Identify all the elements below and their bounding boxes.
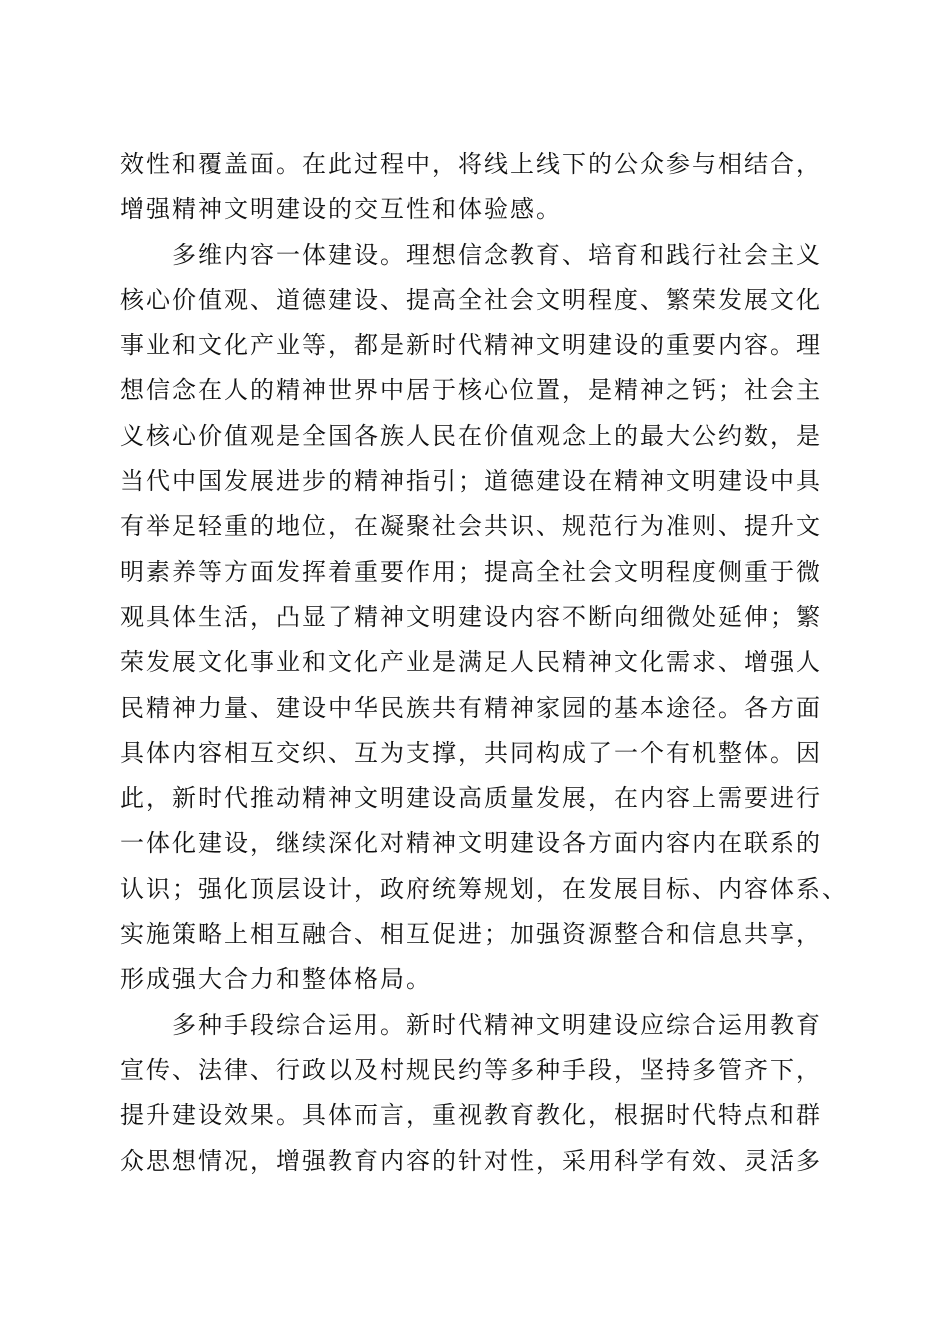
text-line: 义核心价值观是全国各族人民在价值观念上的最大公约数，是 xyxy=(120,421,822,450)
text-line: 核心价值观、道德建设、提高全社会文明程度、繁荣发展文化 xyxy=(120,285,822,314)
text-line: 众思想情况，增强教育内容的针对性，采用科学有效、灵活多 xyxy=(120,1146,822,1175)
text-line: 认识；强化顶层设计，政府统筹规划，在发展目标、内容体系、 xyxy=(120,874,848,903)
text-line: 一体化建设，继续深化对精神文明建设各方面内容内在联系的 xyxy=(120,829,822,858)
text-line: 民精神力量、建设中华民族共有精神家园的基本途径。各方面 xyxy=(120,693,822,722)
text-line: 提升建设效果。具体而言，重视教育教化，根据时代特点和群 xyxy=(120,1101,822,1130)
text-line: 当代中国发展进步的精神指引；道德建设在精神文明建设中具 xyxy=(120,467,822,496)
paragraph-multiple-means xyxy=(120,1003,840,1184)
text-line: 效性和覆盖面。在此过程中，将线上线下的公众参与相结合， xyxy=(120,150,822,178)
paragraph-content-integration xyxy=(120,233,848,1003)
text-line: 增强精神文明建设的交互性和体验感。 xyxy=(120,195,562,224)
text-line: 宣传、法律、行政以及村规民约等多种手段，坚持多管齐下， xyxy=(120,1055,822,1084)
text-line: 荣发展文化事业和文化产业是满足人民精神文化需求、增强人 xyxy=(120,648,822,677)
text-line: 多维内容一体建设。理想信念教育、培育和践行社会主义 xyxy=(172,240,822,269)
text-line: 具体内容相互交织、互为支撑，共同构成了一个有机整体。因 xyxy=(120,738,822,767)
text-line: 多种手段综合运用。新时代精神文明建设应综合运用教育 xyxy=(172,1010,822,1039)
text-line: 观具体生活，凸显了精神文明建设内容不断向细微处延伸；繁 xyxy=(120,602,822,631)
paragraph-continuation xyxy=(120,142,840,233)
text-line: 有举足轻重的地位，在凝聚社会共识、规范行为准则、提升文 xyxy=(120,512,822,541)
text-line: 明素养等方面发挥着重要作用；提高全社会文明程度侧重于微 xyxy=(120,557,822,586)
text-line: 事业和文化产业等，都是新时代精神文明建设的重要内容。理 xyxy=(120,331,822,360)
text-line: 形成强大合力和整体格局。 xyxy=(120,965,432,994)
document-body xyxy=(120,142,848,1184)
text-line: 想信念在人的精神世界中居于核心位置，是精神之钙；社会主 xyxy=(120,376,822,405)
text-line: 实施策略上相互融合、相互促进；加强资源整合和信息共享， xyxy=(120,920,822,949)
text-line: 此，新时代推动精神文明建设高质量发展，在内容上需要进行 xyxy=(120,784,822,813)
